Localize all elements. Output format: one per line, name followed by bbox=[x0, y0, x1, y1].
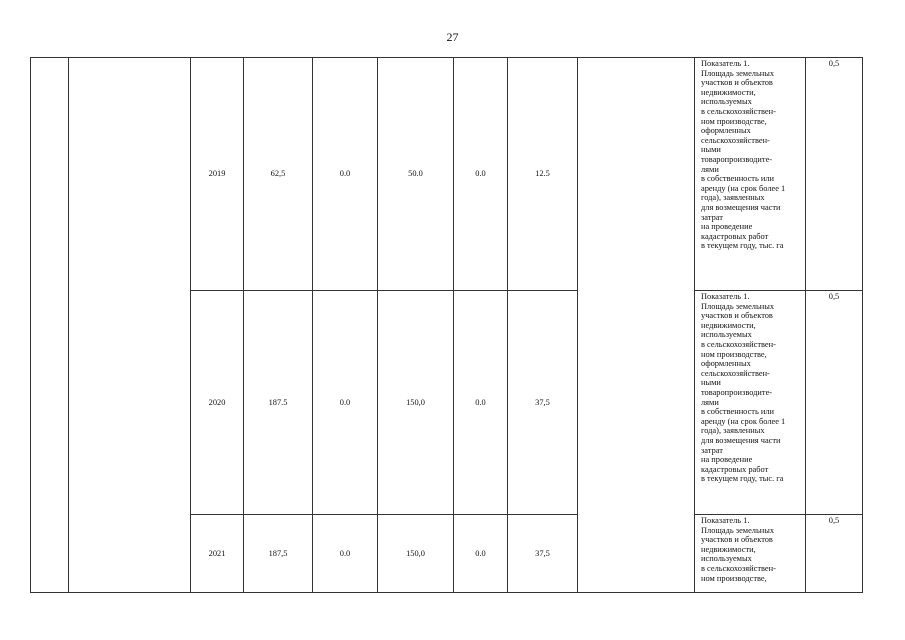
indicator-line: Показатель 1. bbox=[701, 292, 750, 301]
indicator-line: ными bbox=[701, 145, 721, 155]
indicator-line: ном производстве, bbox=[701, 116, 767, 126]
indicator-line: недвижимости, bbox=[701, 87, 756, 97]
indicator-line: ными bbox=[701, 378, 721, 388]
indicator-line: в текущем году, тыс. га bbox=[701, 474, 784, 484]
indicator-line: участков и объектов bbox=[701, 311, 773, 321]
other-funding-cell: 12.5 bbox=[508, 58, 578, 291]
indicator-cell bbox=[695, 515, 806, 593]
indicator-line: Площадь земельных bbox=[701, 525, 775, 535]
federal-funding-cell: 0.0 bbox=[313, 515, 378, 593]
indicator-line: в собственность или bbox=[701, 407, 775, 417]
indicator-line: в сельскохозяйствен- bbox=[701, 339, 776, 349]
indicator-line: товаропроизводите- bbox=[701, 154, 773, 164]
indicator-line: на проведение bbox=[701, 455, 753, 465]
indicator-value-cell: 0,5 bbox=[806, 515, 863, 593]
indicator-line: сельскохозяйствен- bbox=[701, 135, 770, 145]
indicator-line: аренду (на срок более 1 bbox=[701, 416, 786, 426]
indicator-line: в текущем году, тыс. га bbox=[701, 241, 784, 251]
program-table bbox=[30, 57, 863, 593]
indicator-line: для возмещения части bbox=[701, 435, 781, 445]
indicator-line: на проведение bbox=[701, 222, 753, 232]
indicator-line: в сельскохозяйствен- bbox=[701, 106, 776, 116]
year-cell: 2019 bbox=[191, 58, 244, 291]
total-funding-cell: 187,5 bbox=[244, 515, 313, 593]
indicator-line: Показатель 1. bbox=[701, 516, 750, 525]
executor-cell bbox=[578, 58, 695, 593]
other-funding-cell: 37,5 bbox=[508, 515, 578, 593]
total-funding-cell: 187.5 bbox=[244, 291, 313, 515]
indicator-line: Площадь земельных bbox=[701, 68, 775, 78]
indicator-line: затрат bbox=[701, 212, 723, 222]
indicator-line: недвижимости, bbox=[701, 320, 756, 330]
event-name-cell bbox=[69, 58, 191, 593]
federal-funding-cell: 0.0 bbox=[313, 291, 378, 515]
indicator-line: лями bbox=[701, 397, 719, 407]
indicator-line: лями bbox=[701, 164, 719, 174]
indicator-line: в сельскохозяйствен- bbox=[701, 563, 776, 573]
regional-funding-cell: 50.0 bbox=[378, 58, 454, 291]
indicator-line: кадастровых работ bbox=[701, 231, 769, 241]
total-funding-cell: 62,5 bbox=[244, 58, 313, 291]
indicator-line: ном производстве, bbox=[701, 349, 767, 359]
indicator-line: оформленных bbox=[701, 126, 751, 136]
indicator-line: участков и объектов bbox=[701, 535, 773, 545]
indicator-line: Показатель 1. bbox=[701, 59, 750, 68]
indicator-line: товаропроизводите- bbox=[701, 387, 773, 397]
indicator-line: ном производстве, bbox=[701, 573, 767, 583]
regional-funding-cell: 150,0 bbox=[378, 515, 454, 593]
page-number: 27 bbox=[446, 30, 459, 44]
table-row bbox=[31, 58, 863, 291]
indicator-line: затрат bbox=[701, 445, 723, 455]
indicator-line: оформленных bbox=[701, 359, 751, 369]
indicator-line: кадастровых работ bbox=[701, 464, 769, 474]
other-funding-cell: 37,5 bbox=[508, 291, 578, 515]
indicator-line: в собственность или bbox=[701, 174, 775, 184]
indicator-line: используемых bbox=[701, 554, 752, 564]
indicator-line: недвижимости, bbox=[701, 544, 756, 554]
regional-funding-cell: 150,0 bbox=[378, 291, 454, 515]
indicator-line: для возмещения части bbox=[701, 202, 781, 212]
indicator-cell bbox=[695, 58, 806, 291]
index-cell bbox=[31, 58, 69, 593]
federal-funding-cell: 0.0 bbox=[313, 58, 378, 291]
indicator-line: используемых bbox=[701, 97, 752, 107]
indicator-line: участков и объектов bbox=[701, 78, 773, 88]
indicator-cell bbox=[695, 291, 806, 515]
indicator-value-cell: 0,5 bbox=[806, 291, 863, 515]
local-funding-cell: 0.0 bbox=[454, 58, 508, 291]
local-funding-cell: 0.0 bbox=[454, 291, 508, 515]
indicator-line: сельскохозяйствен- bbox=[701, 368, 770, 378]
indicator-line: года), заявленных bbox=[701, 193, 765, 203]
indicator-line: используемых bbox=[701, 330, 752, 340]
indicator-value-cell: 0,5 bbox=[806, 58, 863, 291]
indicator-line: аренду (на срок более 1 bbox=[701, 183, 786, 193]
year-cell: 2021 bbox=[191, 515, 244, 593]
indicator-line: года), заявленных bbox=[701, 426, 765, 436]
indicator-line: Площадь земельных bbox=[701, 301, 775, 311]
year-cell: 2020 bbox=[191, 291, 244, 515]
local-funding-cell: 0.0 bbox=[454, 515, 508, 593]
